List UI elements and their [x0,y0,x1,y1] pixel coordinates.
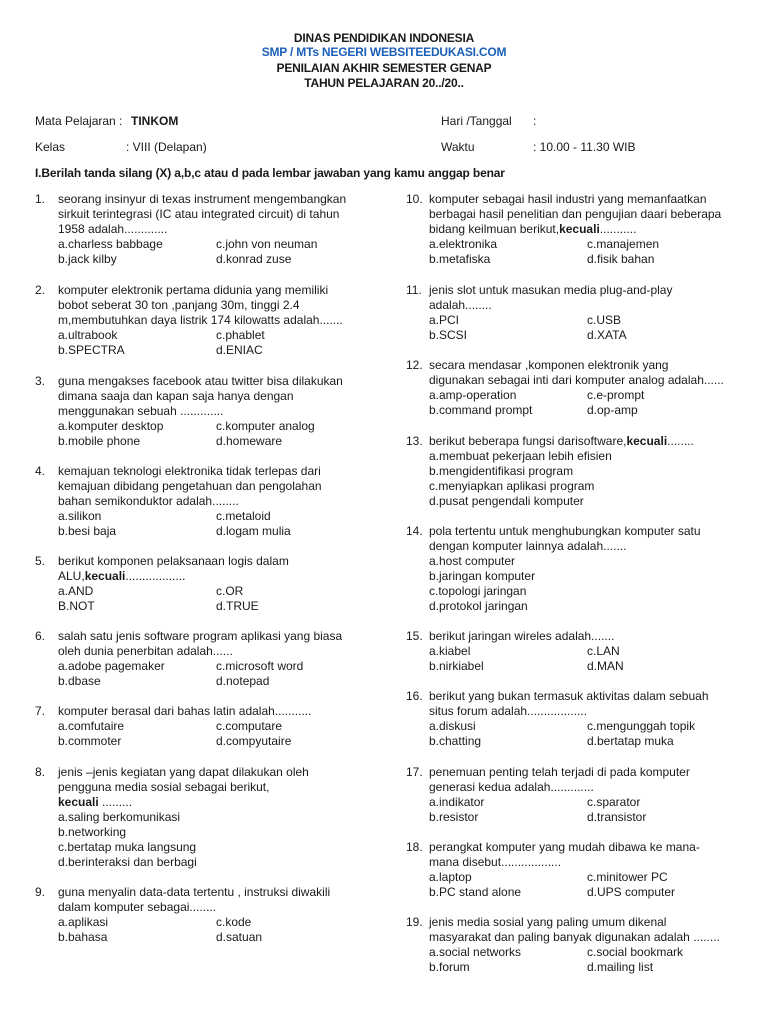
class-label: Kelas [35,140,66,154]
question-text-line: masyarakat dan paling banyak digunakan adalah ........ [429,930,720,944]
question-number: 9. [35,885,46,899]
question-7 [35,704,355,749]
question-text [429,855,736,870]
answer-option-d: d.logam mulia [216,524,291,538]
answer-option-a: a.AND [58,584,94,598]
answer-option-a: a.kiabel [429,644,471,658]
question-text [58,885,355,900]
question-text-line: guna mengakses facebook atau twitter bisa dilakukan [58,374,343,388]
answer-options [58,915,355,945]
question-number: 16. [406,689,423,703]
answer-option: a.membuat pekerjaan lebih efisien [429,449,612,463]
time-value: : 10.00 - 11.30 WIB [533,140,636,154]
answer-option: a.host computer [429,554,516,568]
question-text [429,539,736,554]
question-text [429,283,736,298]
answer-option-c: c.social bookmark [587,945,684,959]
question-text [429,780,736,795]
question-text [429,222,736,237]
question-text [429,840,736,855]
question-text-line: pola tertentu untuk menghubungkan komputer satu [429,524,701,538]
answer-option-b: b.metafiska [429,252,491,266]
answer-option-d: d.notepad [216,674,270,688]
answer-option-c: c.USB [587,313,622,327]
question-text-line: m,membutuhkan daya listrik 174 kilowatts adalah....... [58,313,343,327]
answer-option-c: c.phablet [216,328,265,342]
keyword-kecuali: kecuali [626,434,668,448]
answer-option-d: d.UPS computer [587,885,676,899]
question-text-line: secara mendasar ,komponen elektronik yang [429,358,669,372]
answer-option: c.topologi jaringan [429,584,527,598]
question-text-line: salah satu jenis software program aplikasi yang biasa [58,629,343,643]
answer-option: b.mengidentifikasi program [429,464,574,478]
answer-option-d: d.homeware [216,434,283,448]
question-text-line: mana disebut.................. [429,855,562,869]
answer-option-a: a.komputer desktop [58,419,164,433]
question-text [429,358,736,373]
answer-option: d.protokol jaringan [429,599,528,613]
question-text [58,900,355,915]
answer-option-d: d.fisik bahan [587,252,655,266]
question-13 [406,434,736,509]
answer-option-c: c.microsoft word [216,659,304,673]
question-text [429,434,736,449]
question-number: 18. [406,840,423,854]
question-text [58,629,355,644]
time-label: Waktu [441,140,475,154]
question-text [58,404,355,419]
answer-option-d: d.MAN [587,659,624,673]
question-text-line: kemajuan dibidang pengetahuan dan pengolahan [58,479,322,493]
answer-options [58,509,355,539]
question-text [58,298,355,313]
answer-options [429,313,736,343]
question-text-line: bidang keilmuan berikut, [429,222,560,236]
answer-option-c: c.sparator [587,795,641,809]
question-text-line: 1958 adalah............. [58,222,168,236]
question-number: 19. [406,915,423,929]
question-text-line: menggunakan sebuah ............. [58,404,224,418]
answer-option-a: a.diskusi [429,719,476,733]
question-text-line: oleh dunia penerbitan adalah...... [58,644,233,658]
answer-option: c.menyiapkan aplikasi program [429,479,595,493]
instruction: I.Berilah tanda silang (X) a,b,c atau d pada lembar jawaban yang kamu anggap benar [35,166,505,180]
answer-options [58,237,355,267]
question-number: 2. [35,283,46,297]
question-text [58,479,355,494]
question-text [429,930,736,945]
answer-option-c: c.manajemen [587,237,660,251]
question-text [429,207,736,222]
question-9 [35,885,355,945]
subject-value: TINKOM [131,114,179,128]
answer-option-b: b.resistor [429,810,479,824]
question-text-line: komputer elektronik pertama didunia yang memiliki [58,283,329,297]
question-18 [406,840,736,900]
answer-option-b: b.mobile phone [58,434,141,448]
answer-option-c: c.mengunggah topik [587,719,696,733]
answer-options [429,644,736,674]
question-text [58,464,355,479]
answer-blank: ........ [667,434,694,448]
question-text [429,524,736,539]
question-text-line: dalam komputer sebagai........ [58,900,217,914]
answer-options [429,795,736,825]
answer-option-c: c.computare [216,719,283,733]
question-text [429,192,736,207]
answer-options [58,659,355,689]
question-text-line: jenis –jenis kegiatan yang dapat dilakukan oleh [58,765,309,779]
question-text [58,569,355,584]
answer-option-a: a.charless babbage [58,237,163,251]
answer-option-a: a.silikon [58,509,102,523]
answer-options [429,237,736,267]
answer-option-c: c.metaloid [216,509,271,523]
question-text-line: generasi kedua adalah............. [429,780,594,794]
question-12 [406,358,736,418]
question-text [429,915,736,930]
answer-blank: ......... [98,795,133,809]
question-text-line: bobot seberat 30 ton ,panjang 30m, tinggi 2.4 [58,298,300,312]
answer-option-c: c.komputer analog [216,419,315,433]
question-5 [35,554,355,614]
question-text-line: berbagai hasil penelitian dan pengujian daari beberapa [429,207,722,221]
question-text-line: berikut beberapa fungsi darisoftware, [429,434,627,448]
answer-option-d: d.bertatap muka [587,734,674,748]
answer-option-a: a.adobe pagemaker [58,659,165,673]
question-text [58,494,355,509]
question-text [58,554,355,569]
question-text-line: situs forum adalah.................. [429,704,588,718]
answer-option-a: a.ultrabook [58,328,118,342]
answer-option-b: b.SPECTRA [58,343,125,357]
question-4 [35,464,355,539]
answer-option: b.jaringan komputer [429,569,536,583]
question-text-line: digunakan sebagai inti dari komputer analog adalah...... [429,373,724,387]
answer-option-c: c.kode [216,915,252,929]
question-number: 7. [35,704,46,718]
question-text-line: penemuan penting telah terjadi di pada komputer [429,765,690,779]
question-number: 4. [35,464,46,478]
answer-option-b: b.chatting [429,734,482,748]
question-text [429,629,736,644]
question-number: 17. [406,765,423,779]
question-text [58,192,355,207]
question-text-line: komputer berasal dari bahas latin adalah........... [58,704,312,718]
question-text [58,207,355,222]
question-number: 6. [35,629,46,643]
answer-option-b: b.dbase [58,674,101,688]
answer-option-d: d.mailing list [587,960,654,974]
subject-label: Mata Pelajaran : [35,114,123,128]
question-text [429,373,736,388]
question-number: 8. [35,765,46,779]
answer-option-b: b.command prompt [429,403,533,417]
date-value: : [533,114,537,128]
question-text [58,765,355,780]
question-number: 15. [406,629,423,643]
answer-option-a: a.amp-operation [429,388,517,402]
question-text-line: sirkuit terintegrasi (IC atau integrated circuit) di tahun [58,207,340,221]
answer-option-d: d.TRUE [216,599,259,613]
answer-option-b: b.commoter [58,734,122,748]
question-text-line: pengguna media sosial sebagai berikut, [58,780,270,794]
answer-option-d: d.op-amp [587,403,638,417]
answer-option-a: a.PCI [429,313,460,327]
answer-option-a: a.indikator [429,795,485,809]
answer-option-d: d.satuan [216,930,263,944]
question-number: 5. [35,554,46,568]
keyword-kecuali: kecuali [559,222,600,236]
header-year: TAHUN PELAJARAN 20../20.. [304,76,464,90]
question-17 [406,765,736,825]
answer-options [429,945,736,975]
answer-option-d: d.konrad zuse [216,252,292,266]
question-text [429,765,736,780]
answer-option-d: d.transistor [587,810,647,824]
answer-options [58,419,355,449]
question-number: 14. [406,524,423,538]
answer-option-c: c.e-prompt [587,388,645,402]
question-text [58,644,355,659]
question-text-line: guna menyalin data-data tertentu , instruksi diwakili [58,885,331,899]
question-10 [406,192,736,267]
question-text-line: jenis slot untuk masukan media plug-and-play [429,283,673,297]
answer-option: b.networking [58,825,127,839]
answer-option-b: b.nirkiabel [429,659,484,673]
answer-option: a.saling berkomunikasi [58,810,181,824]
answer-option-a: a.comfutaire [58,719,125,733]
answer-option-b: b.jack kilby [58,252,117,266]
answer-option-c: c.LAN [587,644,620,658]
question-text-line: adalah........ [429,298,492,312]
question-text [58,283,355,298]
question-1 [35,192,355,267]
answer-option-c: c.minitower PC [587,870,668,884]
answer-option-b: b.besi baja [58,524,117,538]
answer-options [429,870,736,900]
question-text [429,298,736,313]
question-text [58,780,355,795]
question-11 [406,283,736,343]
answer-options [58,584,355,614]
answer-options [429,719,736,749]
question-3 [35,374,355,449]
question-text [429,689,736,704]
question-text-line: seorang insinyur di texas instrument mengembangkan [58,192,347,206]
keyword-kecuali: kecuali [58,795,99,809]
answer-option-b: b.SCSI [429,328,468,342]
answer-option-c: c.OR [216,584,244,598]
keyword-kecuali: kecuali [84,569,126,583]
question-number: 12. [406,358,423,372]
question-number: 1. [35,192,46,206]
answer-option: c.bertatap muka langsung [58,840,197,854]
answer-blank: ........... [599,222,637,236]
class-value: : VIII (Delapan) [126,140,207,154]
answer-options [58,719,355,749]
answer-option: d.berinteraksi dan berbagi [58,855,197,869]
question-number: 13. [406,434,423,448]
question-15 [406,629,736,674]
answer-option-a: a.elektronika [429,237,498,251]
answer-option-c: c.john von neuman [216,237,318,251]
question-text [58,374,355,389]
question-number: 10. [406,192,423,206]
question-text-line: berikut komponen pelaksanaan logis dalam [58,554,289,568]
question-text-line: berikut yang bukan termasuk aktivitas dalam sebuah [429,689,709,703]
answer-option-b: b.PC stand alone [429,885,522,899]
answer-options [429,388,736,418]
answer-option-b: b.forum [429,960,470,974]
answer-option: d.pusat pengendali komputer [429,494,584,508]
question-text-line: kemajuan teknologi elektronika tidak terlepas dari [58,464,321,478]
question-text-line: dimana saaja dan kapan saja hanya dengan [58,389,294,403]
question-text [429,704,736,719]
answer-blank: .................. [125,569,186,583]
answer-option-b: B.NOT [58,599,95,613]
question-text [58,222,355,237]
question-6 [35,629,355,689]
answer-option-a: a.laptop [429,870,472,884]
answer-option-a: a.aplikasi [58,915,109,929]
question-text [58,795,355,810]
header-office: DINAS PENDIDIKAN INDONESIA [293,31,475,45]
question-2 [35,283,355,358]
question-number: 3. [35,374,46,388]
question-text [58,704,355,719]
date-label: Hari /Tanggal [441,114,512,128]
question-19 [406,915,736,975]
question-text-line: perangkat komputer yang mudah dibawa ke mana- [429,840,700,854]
question-8 [35,765,355,870]
answer-options [58,328,355,358]
answer-option-b: b.bahasa [58,930,108,944]
answer-option-a: a.social networks [429,945,522,959]
question-text-line: bahan semikonduktor adalah........ [58,494,239,508]
header-exam: PENILAIAN AKHIR SEMESTER GENAP [276,61,492,75]
question-number: 11. [406,283,422,297]
question-text-line: jenis media sosial yang paling umum dikenal [429,915,667,929]
question-text-line: komputer sebagai hasil industri yang memanfaatkan [429,192,707,206]
question-text [58,313,355,328]
question-text-line: ALU, [58,569,85,583]
answer-option-d: d.compyutaire [216,734,292,748]
answer-option-d: d.ENIAC [216,343,263,357]
answer-option-d: d.XATA [587,328,627,342]
question-text-line: dengan komputer lainnya adalah....... [429,539,627,553]
header-school: SMP / MTs NEGERI WEBSITEEDUKASI.COM [261,45,507,59]
question-16 [406,689,736,749]
question-text-line: berikut jaringan wireles adalah....... [429,629,615,643]
question-14 [406,524,736,614]
question-text [58,389,355,404]
